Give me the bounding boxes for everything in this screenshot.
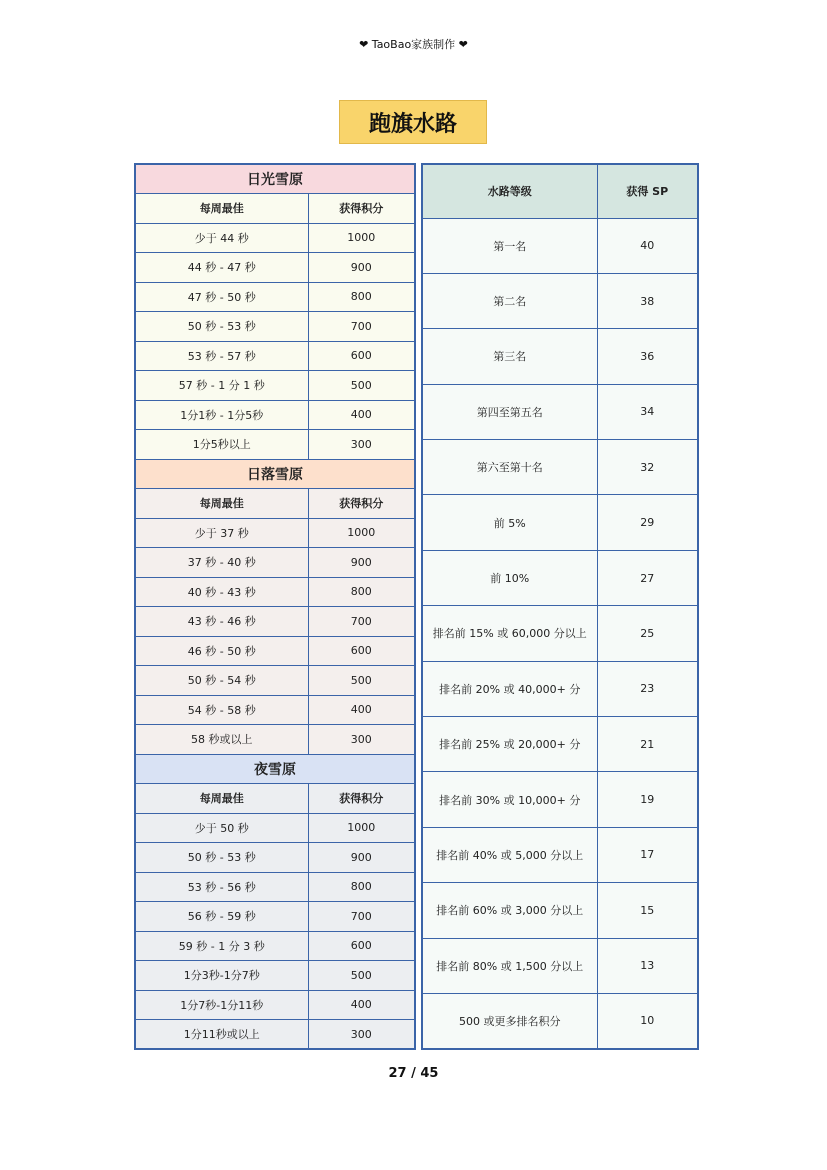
time-range-cell: 59 秒 - 1 分 3 秒	[135, 931, 308, 961]
points-cell: 900	[308, 253, 415, 283]
rank-level-cell: 第三名	[422, 329, 597, 384]
sp-cell: 10	[597, 993, 698, 1048]
table-row	[135, 961, 415, 991]
sp-cell: 29	[597, 495, 698, 550]
rank-level-cell: 排名前 80% 或 1,500 分以上	[422, 938, 597, 993]
time-range-cell: 1分5秒以上	[135, 430, 308, 460]
rank-level-cell: 500 或更多排名积分	[422, 993, 597, 1048]
sp-cell: 32	[597, 440, 698, 495]
rank-level-cell: 第四至第五名	[422, 384, 597, 439]
col-header-rank-level: 水路等级	[422, 164, 597, 218]
time-range-cell: 1分7秒-1分11秒	[135, 990, 308, 1020]
rank-level-cell: 第一名	[422, 218, 597, 273]
points-cell: 700	[308, 607, 415, 637]
points-cell: 400	[308, 695, 415, 725]
sp-cell: 21	[597, 717, 698, 772]
table-row	[135, 695, 415, 725]
table-row	[422, 495, 698, 550]
points-cell: 500	[308, 666, 415, 696]
rank-level-cell: 排名前 40% 或 5,000 分以上	[422, 827, 597, 882]
section-title-row	[135, 164, 415, 194]
points-cell: 1000	[308, 223, 415, 253]
rank-level-cell: 排名前 25% 或 20,000+ 分	[422, 717, 597, 772]
table-row	[135, 577, 415, 607]
weekly-best-table	[134, 163, 416, 1050]
page-number: 27 / 45	[388, 1066, 439, 1081]
points-cell: 500	[308, 371, 415, 401]
col-header-weekly-best: 每周最佳	[135, 489, 308, 519]
points-cell: 900	[308, 843, 415, 873]
rank-level-cell: 第二名	[422, 273, 597, 328]
sp-cell: 27	[597, 550, 698, 605]
time-range-cell: 少于 44 秒	[135, 223, 308, 253]
section-title: 夜雪原	[135, 754, 415, 784]
col-header-points: 获得积分	[308, 784, 415, 814]
section-header-row	[135, 194, 415, 224]
table-row	[135, 813, 415, 843]
time-range-cell: 50 秒 - 53 秒	[135, 312, 308, 342]
table-row	[422, 661, 698, 716]
table-row	[135, 607, 415, 637]
points-cell: 1000	[308, 518, 415, 548]
time-range-cell: 46 秒 - 50 秒	[135, 636, 308, 666]
points-cell: 300	[308, 430, 415, 460]
time-range-cell: 47 秒 - 50 秒	[135, 282, 308, 312]
time-range-cell: 50 秒 - 53 秒	[135, 843, 308, 873]
time-range-cell: 少于 37 秒	[135, 518, 308, 548]
table-row	[422, 384, 698, 439]
time-range-cell: 少于 50 秒	[135, 813, 308, 843]
sp-cell: 34	[597, 384, 698, 439]
table-row	[135, 312, 415, 342]
points-cell: 600	[308, 931, 415, 961]
points-cell: 900	[308, 548, 415, 578]
rank-level-cell: 第六至第十名	[422, 440, 597, 495]
rank-level-cell: 前 10%	[422, 550, 597, 605]
time-range-cell: 44 秒 - 47 秒	[135, 253, 308, 283]
table-row	[422, 440, 698, 495]
table-row	[135, 725, 415, 755]
page-header: ❤ TaoBao家族制作 ❤	[359, 38, 468, 51]
sp-table-header-row	[422, 164, 698, 218]
time-range-cell: 1分3秒-1分7秒	[135, 961, 308, 991]
time-range-cell: 50 秒 - 54 秒	[135, 666, 308, 696]
table-row	[135, 430, 415, 460]
points-cell: 800	[308, 577, 415, 607]
rank-level-cell: 排名前 60% 或 3,000 分以上	[422, 883, 597, 938]
points-cell: 500	[308, 961, 415, 991]
sp-cell: 38	[597, 273, 698, 328]
col-header-points: 获得积分	[308, 194, 415, 224]
table-row	[422, 273, 698, 328]
points-cell: 300	[308, 1020, 415, 1050]
sp-cell: 13	[597, 938, 698, 993]
points-cell: 800	[308, 282, 415, 312]
time-range-cell: 1分11秒或以上	[135, 1020, 308, 1050]
table-row	[422, 218, 698, 273]
table-row	[135, 518, 415, 548]
time-range-cell: 40 秒 - 43 秒	[135, 577, 308, 607]
time-range-cell: 37 秒 - 40 秒	[135, 548, 308, 578]
rank-level-cell: 排名前 30% 或 10,000+ 分	[422, 772, 597, 827]
col-header-points: 获得积分	[308, 489, 415, 519]
table-row	[422, 938, 698, 993]
sp-cell: 17	[597, 827, 698, 882]
section-title-row	[135, 459, 415, 489]
section-title: 日落雪原	[135, 459, 415, 489]
table-row	[422, 883, 698, 938]
table-row	[422, 827, 698, 882]
time-range-cell: 53 秒 - 56 秒	[135, 872, 308, 902]
time-range-cell: 1分1秒 - 1分5秒	[135, 400, 308, 430]
points-cell: 400	[308, 990, 415, 1020]
sp-cell: 40	[597, 218, 698, 273]
table-row	[135, 872, 415, 902]
sp-cell: 25	[597, 606, 698, 661]
points-cell: 700	[308, 902, 415, 932]
rank-level-cell: 排名前 15% 或 60,000 分以上	[422, 606, 597, 661]
rank-level-cell: 排名前 20% 或 40,000+ 分	[422, 661, 597, 716]
table-row	[135, 400, 415, 430]
table-row	[135, 843, 415, 873]
sp-rank-table	[421, 163, 699, 1050]
table-row	[135, 931, 415, 961]
table-row	[422, 329, 698, 384]
section-header-row	[135, 784, 415, 814]
section-title: 日光雪原	[135, 164, 415, 194]
section-title-row	[135, 754, 415, 784]
points-cell: 800	[308, 872, 415, 902]
time-range-cell: 58 秒或以上	[135, 725, 308, 755]
sp-cell: 36	[597, 329, 698, 384]
table-row	[135, 1020, 415, 1050]
sp-cell: 19	[597, 772, 698, 827]
table-row	[135, 253, 415, 283]
table-row	[135, 341, 415, 371]
table-row	[422, 717, 698, 772]
page-title: 跑旗水路	[339, 100, 487, 144]
table-row	[135, 223, 415, 253]
points-cell: 700	[308, 312, 415, 342]
col-header-sp: 获得 SP	[597, 164, 698, 218]
table-row	[135, 636, 415, 666]
table-row	[422, 993, 698, 1048]
table-row	[135, 371, 415, 401]
time-range-cell: 43 秒 - 46 秒	[135, 607, 308, 637]
col-header-weekly-best: 每周最佳	[135, 194, 308, 224]
table-row	[135, 282, 415, 312]
sp-cell: 15	[597, 883, 698, 938]
points-cell: 400	[308, 400, 415, 430]
table-row	[422, 606, 698, 661]
table-row	[135, 902, 415, 932]
points-cell: 600	[308, 341, 415, 371]
table-row	[135, 548, 415, 578]
time-range-cell: 56 秒 - 59 秒	[135, 902, 308, 932]
time-range-cell: 57 秒 - 1 分 1 秒	[135, 371, 308, 401]
time-range-cell: 53 秒 - 57 秒	[135, 341, 308, 371]
table-row	[422, 550, 698, 605]
time-range-cell: 54 秒 - 58 秒	[135, 695, 308, 725]
section-header-row	[135, 489, 415, 519]
sp-cell: 23	[597, 661, 698, 716]
points-cell: 300	[308, 725, 415, 755]
table-row	[422, 772, 698, 827]
table-row	[135, 990, 415, 1020]
col-header-weekly-best: 每周最佳	[135, 784, 308, 814]
points-cell: 1000	[308, 813, 415, 843]
rank-level-cell: 前 5%	[422, 495, 597, 550]
points-cell: 600	[308, 636, 415, 666]
table-row	[135, 666, 415, 696]
